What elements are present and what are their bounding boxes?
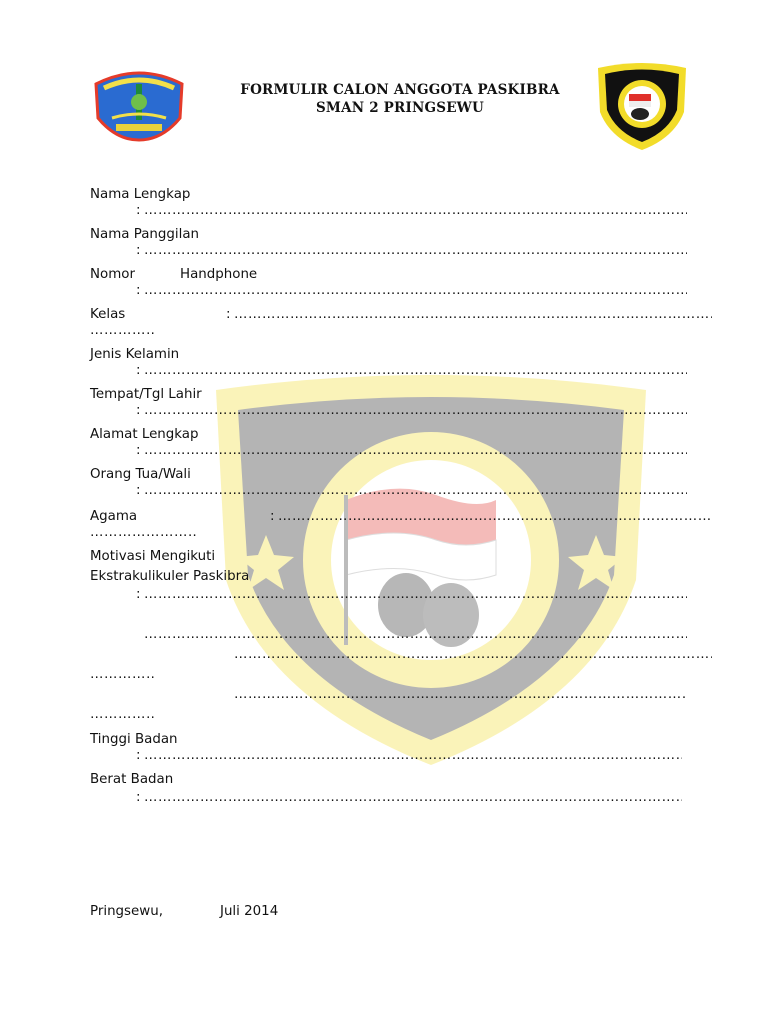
- field-motivasi-3-cont[interactable]: [90, 667, 156, 682]
- label-jenis-kelamin: Jenis Kelamin: [90, 347, 180, 362]
- colon: :: [136, 587, 141, 602]
- field-motivasi-4[interactable]: [234, 687, 686, 702]
- field-orang-tua-wali[interactable]: [144, 483, 687, 498]
- colon: :: [136, 443, 141, 458]
- colon: :: [136, 748, 141, 763]
- field-nama-lengkap[interactable]: [144, 203, 687, 218]
- field-nama-panggilan[interactable]: [144, 243, 687, 258]
- field-kelas-cont[interactable]: [90, 323, 156, 338]
- field-agama[interactable]: [278, 509, 712, 524]
- field-kelas[interactable]: [234, 307, 712, 322]
- form-title: FORMULIR CALON ANGGOTA PASKIBRA: [240, 82, 560, 98]
- label-nama-panggilan: Nama Panggilan: [90, 227, 200, 242]
- field-tinggi-badan[interactable]: [144, 748, 682, 763]
- field-nomor-handphone[interactable]: [144, 283, 687, 298]
- label-motivasi-2: Ekstrakulikuler Paskibra: [90, 569, 250, 584]
- colon: :: [136, 283, 141, 298]
- colon: :: [136, 403, 141, 418]
- school-logo: [92, 66, 186, 142]
- colon: :: [136, 363, 141, 378]
- colon: :: [226, 307, 231, 322]
- field-motivasi-3[interactable]: [234, 647, 712, 662]
- label-alamat-lengkap: Alamat Lengkap: [90, 427, 199, 442]
- colon: :: [136, 790, 141, 805]
- footer-date: Juli 2014: [220, 904, 279, 919]
- label-handphone: Handphone: [180, 267, 258, 282]
- colon: :: [136, 243, 141, 258]
- colon: :: [136, 203, 141, 218]
- watermark-emblem: [196, 370, 666, 770]
- label-tinggi-badan: Tinggi Badan: [90, 732, 178, 747]
- label-tempat-tgl-lahir: Tempat/Tgl Lahir: [90, 387, 202, 402]
- field-jenis-kelamin[interactable]: [144, 363, 687, 378]
- field-alamat-lengkap[interactable]: [144, 443, 687, 458]
- field-motivasi-1[interactable]: [144, 587, 687, 602]
- field-motivasi-4-cont[interactable]: [90, 707, 156, 722]
- colon: :: [136, 483, 141, 498]
- field-berat-badan[interactable]: [144, 790, 682, 805]
- school-name: SMAN 2 PRINGSEWU: [315, 100, 485, 116]
- colon: :: [270, 509, 275, 524]
- paskibra-logo: [596, 62, 688, 152]
- label-nama-lengkap: Nama Lengkap: [90, 187, 191, 202]
- label-orang-tua-wali: Orang Tua/Wali: [90, 467, 191, 482]
- label-agama: Agama: [90, 509, 138, 524]
- label-nomor: Nomor: [90, 267, 135, 282]
- label-motivasi-1: Motivasi Mengikuti: [90, 549, 216, 564]
- label-kelas: Kelas: [90, 307, 126, 322]
- field-agama-cont[interactable]: [90, 525, 198, 540]
- footer-place: Pringsewu,: [90, 904, 163, 919]
- field-motivasi-2[interactable]: [144, 627, 687, 642]
- field-tempat-tgl-lahir[interactable]: [144, 403, 687, 418]
- label-berat-badan: Berat Badan: [90, 772, 174, 787]
